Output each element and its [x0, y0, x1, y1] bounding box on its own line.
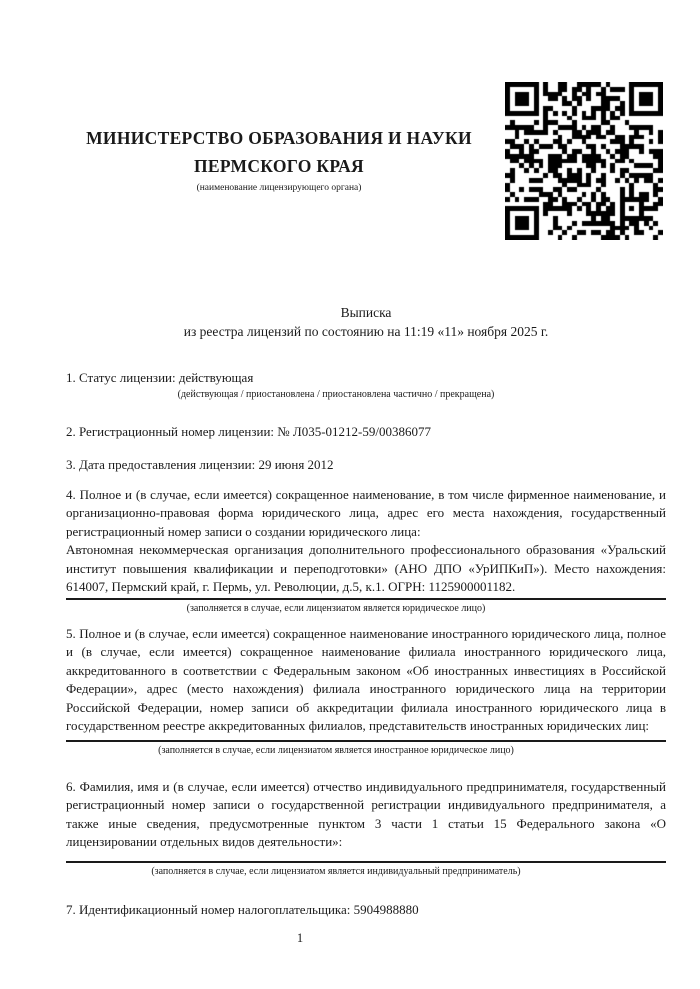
- license-status-options-caption: (действующая / приостановлена / приостановлена частично / прекращена): [177, 388, 495, 400]
- foreign-entity-underline: [66, 740, 666, 742]
- legal-entity-label: 4. Полное и (в случае, если имеется) сокращенное наименование, в том числе фирменное наименование, и организационно-правовая форма юридического лица, адрес его места нахождения, государственный регистрационный номер записи о создании юридического лица:: [66, 486, 666, 539]
- foreign-entity-caption: (заполняется в случае, если лицензиатом является иностранное юридическое лицо): [158, 744, 514, 756]
- legal-entity-caption: (заполняется в случае, если лицензиатом является юридическое лицо): [186, 602, 486, 614]
- foreign-entity-label: 5. Полное и (в случае, если имеется) сокращенное наименование иностранного юридического лица, полное и (в случае, если имеется) сокращенное наименование филиала иностранного юридического лица, аккредитованного в соответствии с Федеральным законом «Об иностранных инвестициях в Российской Федерации», адрес (место нахождения) филиала иностранного юридического лица на территории Российской Федерации, номер записи об аккредитации филиала иностранного юридического лица в государственном реестре аккредитованных филиалов, представительств иностранных юридических лиц:: [66, 625, 666, 733]
- grant-date-line: 3. Дата предоставления лицензии: 29 июня 2012: [66, 457, 334, 472]
- entrepreneur-label: 6. Фамилия, имя и (в случае, если имеется) отчество индивидуального предпринимателя, государственный регистрационный номер записи о государственной регистрации индивидуального предпринимателя, а также иные сведения, предусмотренные пунктом 3 части 1 статьи 15 Федерального закона «О лицензировании отдельных видов деятельности»:: [66, 778, 666, 849]
- qr-code-icon: [505, 82, 663, 240]
- registration-number-line: 2. Регистрационный номер лицензии: № Л035-01212-59/00386077: [66, 423, 432, 439]
- ministry-header: [66, 124, 492, 195]
- licensing-authority-caption: (наименование лицензирующего органа): [196, 183, 362, 193]
- document-title: [66, 303, 666, 341]
- taxpayer-id-line: 7. Идентификационный номер налогоплательщика: 5904988880: [66, 901, 419, 917]
- legal-entity-value: Автономная некоммерческая организация дополнительного профессионального образования «Уральский институт повышения квалификации и переподготовки» (АНО ДПО «УрИПКиП»). Место нахождения: 614007, Пермский край, г. Пермь, ул. Революции, д.5, к.1. ОГРН: 1125900001182.: [66, 542, 666, 594]
- entrepreneur-underline: [66, 861, 666, 863]
- ministry-name-line2: ПЕРМСКОГО КРАЯ: [194, 156, 364, 176]
- document-title-line2: из реестра лицензий по состоянию на 11:19 «11» ноября 2025 г.: [183, 324, 549, 339]
- entrepreneur-caption: (заполняется в случае, если лицензиатом является индивидуальный предприниматель): [151, 865, 521, 877]
- license-status-line: 1. Статус лицензии: действующая: [66, 370, 254, 385]
- ministry-name-line1: МИНИСТЕРСТВО ОБРАЗОВАНИЯ И НАУКИ: [86, 128, 472, 148]
- page-number: 1: [296, 931, 304, 945]
- legal-entity-underline: [66, 598, 666, 600]
- document-title-line1: Выписка: [340, 305, 392, 320]
